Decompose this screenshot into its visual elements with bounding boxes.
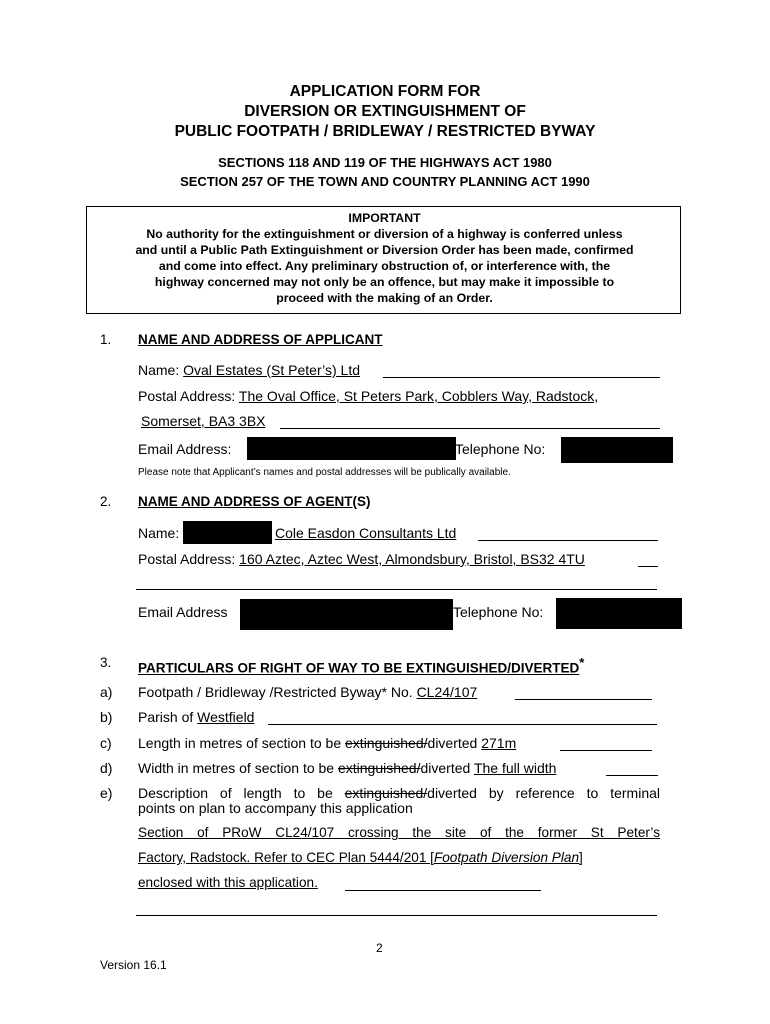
agent-email-redaction	[240, 599, 453, 630]
form-title-line-1: APPLICATION FORM FOR	[289, 83, 481, 100]
section-3-heading-asterisk: *	[579, 655, 585, 670]
item-a-value[interactable]: CL24/107	[416, 684, 478, 700]
item-c-letter: c)	[100, 735, 112, 751]
important-line: highway concerned may not only be an offence, but may make it impossible to	[154, 275, 615, 289]
applicant-email-label: Email Address:	[138, 441, 232, 457]
item-e-row-1	[138, 785, 660, 801]
item-a-letter: a)	[100, 684, 113, 700]
section-2-heading-suffix: (S)	[352, 494, 371, 509]
item-e-value-1[interactable]: Section of PRoW CL24/107 crossing the site of the former St Peter’s	[138, 825, 660, 840]
applicant-name-label: Name:	[138, 362, 184, 378]
item-e-label-2: diverted by reference to terminal	[427, 785, 660, 801]
item-c-value[interactable]: 271m	[481, 735, 517, 751]
item-a-label: Footpath / Bridleway /Restricted Byway* No.	[138, 684, 417, 700]
item-e-struck: extinguished/	[344, 785, 428, 801]
applicant-telephone-label: Telephone No:	[455, 441, 546, 457]
item-e-label: Description of length to be	[138, 785, 345, 801]
legislation-line-2: SECTION 257 OF THE TOWN AND COUNTRY PLANNING ACT 1990	[180, 174, 590, 189]
applicant-name-underline	[383, 377, 660, 378]
item-b-underline	[268, 724, 657, 725]
item-a-row	[138, 684, 477, 700]
item-d-label-2: diverted	[420, 760, 474, 776]
item-e-letter: e)	[100, 785, 113, 801]
section-2-heading-main: NAME AND ADDRESS OF AGENT	[138, 494, 353, 509]
applicant-postal-underline	[280, 428, 660, 429]
important-line: proceed with the making of an Order.	[276, 291, 493, 305]
item-d-underline	[606, 775, 658, 776]
item-d-letter: d)	[100, 760, 113, 776]
agent-postal-row	[138, 551, 585, 567]
section-3-number: 3.	[100, 655, 112, 670]
applicant-name-row	[138, 362, 360, 378]
important-line: No authority for the extinguishment or diversion of a highway is conferred unless	[146, 227, 623, 241]
item-c-row	[138, 735, 516, 751]
item-d-label: Width in metres of section to be	[138, 760, 338, 776]
item-b-row	[138, 709, 254, 725]
item-e-value-2b: Footpath Diversion Plan	[433, 850, 580, 865]
agent-name-redaction	[183, 521, 272, 544]
item-d-row	[138, 760, 556, 776]
section-1-heading: NAME AND ADDRESS OF APPLICANT	[138, 332, 383, 347]
agent-telephone-redaction	[556, 598, 682, 629]
section-2-heading	[138, 494, 371, 509]
agent-postal-underline-end	[638, 566, 658, 567]
agent-telephone-label: Telephone No:	[453, 604, 544, 620]
applicant-email-redaction	[247, 437, 456, 460]
section-3-heading-text: PARTICULARS OF RIGHT OF WAY TO BE EXTINGUISHED/DIVERTED	[138, 660, 580, 676]
item-d-struck: extinguished/	[337, 760, 421, 776]
section-2-number: 2.	[100, 494, 112, 509]
item-e-value-2c: ]	[579, 850, 583, 865]
page-number: 2	[376, 941, 383, 955]
agent-name-value[interactable]: Cole Easdon Consultants Ltd	[275, 525, 457, 541]
item-d-value[interactable]: The full width	[473, 760, 557, 776]
item-e-value-2[interactable]	[138, 850, 583, 865]
agent-postal-value[interactable]: 160 Aztec, Aztec West, Almondsbury, Bristol, BS32 4TU	[239, 551, 585, 567]
agent-postal-blank-line	[136, 589, 657, 590]
item-b-value[interactable]: Westfield	[197, 709, 255, 725]
important-notice-box	[86, 206, 681, 314]
form-title-line-3: PUBLIC FOOTPATH / BRIDLEWAY / RESTRICTED BYWAY	[174, 123, 596, 140]
item-c-label: Length in metres of section to be	[138, 735, 346, 751]
applicant-name-value[interactable]: Oval Estates (St Peter’s) Ltd	[183, 362, 361, 378]
item-c-struck: extinguished/	[345, 735, 428, 751]
item-b-label: Parish of	[138, 709, 198, 725]
important-heading: IMPORTANT	[348, 211, 421, 225]
item-c-label-2: diverted	[427, 735, 482, 751]
applicant-postal-label: Postal Address:	[138, 388, 239, 404]
section-1-number: 1.	[100, 332, 112, 347]
applicant-postal-row	[138, 388, 598, 404]
item-e-blank-line	[136, 915, 657, 916]
item-e-label-3: points on plan to accompany this application	[138, 800, 413, 816]
item-e-value-3[interactable]: enclosed with this application.	[138, 875, 318, 890]
item-a-underline	[515, 699, 652, 700]
important-line: and until a Public Path Extinguishment or Diversion Order has been made, confirmed	[135, 243, 634, 257]
item-c-underline	[560, 750, 652, 751]
important-line: and come into effect. Any preliminary obstruction of, or interference with, the	[158, 259, 611, 273]
legislation-line-1: SECTIONS 118 AND 119 OF THE HIGHWAYS ACT 1980	[218, 155, 552, 170]
applicant-postal-value-2[interactable]: Somerset, BA3 3BX	[141, 413, 266, 429]
agent-postal-label: Postal Address:	[138, 551, 240, 567]
version-label: Version 16.1	[100, 958, 167, 972]
section-3-heading	[138, 655, 584, 676]
item-b-letter: b)	[100, 709, 113, 725]
item-e-value-2a: Factory, Radstock. Refer to CEC Plan 5444/201 [	[138, 850, 434, 865]
agent-name-label: Name:	[138, 525, 180, 541]
agent-email-label: Email Address	[138, 604, 228, 620]
item-e-underline-3	[345, 890, 541, 891]
form-title-line-2: DIVERSION OR EXTINGUISHMENT OF	[244, 103, 526, 120]
applicant-privacy-note: Please note that Applicant’s names and postal addresses will be publically available.	[138, 467, 511, 478]
applicant-telephone-redaction	[561, 437, 673, 463]
agent-name-underline	[478, 540, 658, 541]
applicant-postal-value-1[interactable]: The Oval Office, St Peters Park, Cobblers Way, Radstock,	[238, 388, 599, 404]
